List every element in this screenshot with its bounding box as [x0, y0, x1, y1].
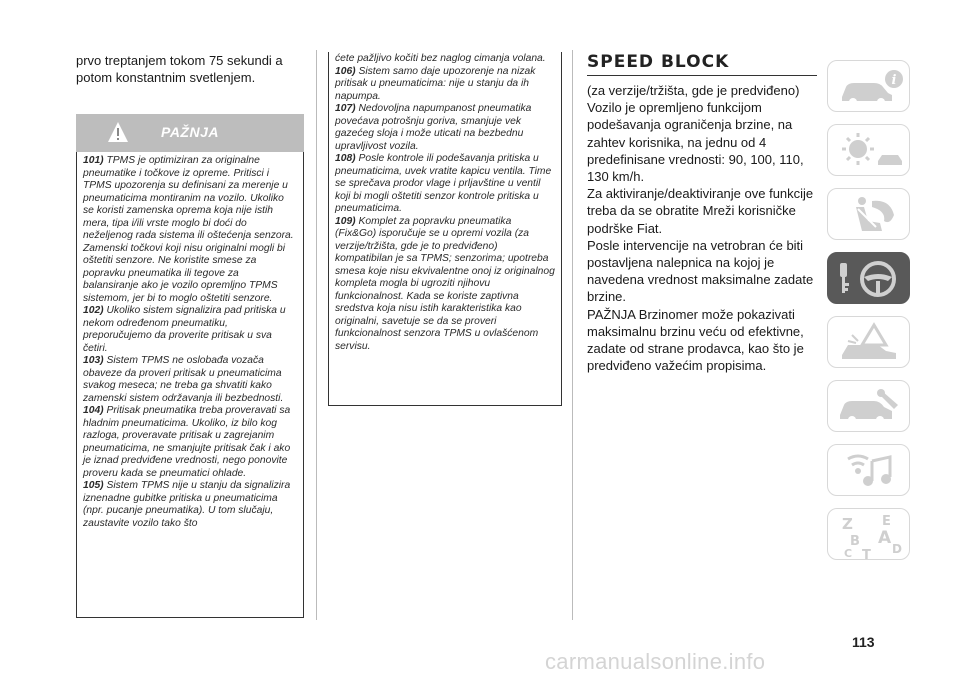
- warning-header: [76, 114, 304, 152]
- warning-title: PAŽNJA: [161, 124, 219, 140]
- index-letter: T: [862, 548, 871, 561]
- tab-index[interactable]: [827, 508, 910, 560]
- warning-box-left: [76, 152, 304, 618]
- warning-item: 101) TPMS je optimiziran za originalne pneumatike i točkove iz opreme. Pritisci i TPMS upozorenja su definisani za merenje u pneumaticima montiranim na vozilo. Ukoliko se koristi zamenska oprema koja nije istih mera, tipa i/ili vrste moglo bi doći do neželjenog rada sistema ili oštećenja senzora. Zamenski točkovi koji nisu originalni mogli bi oštetiti senzore. Ne koristite smese za popravku pneumatika ili tegove za balansiranje ako je vozilo opremljno TPMS sistemom, jer bi to moglo oštetiti senzore.: [83, 155, 294, 304]
- column-divider: [572, 50, 573, 620]
- seat-safety-icon: [828, 189, 911, 241]
- warning-breakdown-icon: [828, 317, 911, 369]
- chapter-tabs: [827, 60, 912, 572]
- index-letter: A: [878, 528, 892, 548]
- section-paragraph: Za aktiviranje/deaktiviranje ove funkcije treba da se obratite Mreži korisničke podrške Fiat.: [587, 186, 814, 236]
- tab-in-emergency[interactable]: [827, 316, 910, 368]
- dashboard-lights-icon: [828, 125, 911, 177]
- steering-wheel-key-icon: [828, 253, 911, 305]
- warning-item: 104) Pritisak pneumatika treba proveravati sa hladnim pneumaticima. Ukoliko, iz bilo kog razloga, proveravate pritisak u zagrejanim pneumaticima, ne smanjujte pritisak čak i ako je iznad predviđene vrednosti, nego ponovite proveru kada se pneumatici ohlade.: [83, 405, 291, 479]
- car-maintenance-icon: [828, 381, 911, 433]
- warning-item: 106) Sistem samo daje upozorenje na nizak pritisak u pneumaticima: nije u stanju da ih napumpa.: [335, 65, 536, 102]
- warning-item: 105) Sistem TPMS nije u stanju da signalizira iznenadne gubitke pritiska u pneumaticima (npr. pucanje pneumatika). U tom slučaju, zaustavite vozilo tako što: [83, 480, 291, 529]
- index-icon: [828, 509, 911, 561]
- section-paragraph: Vozilo je opremljeno funkcijom podešavanja ograničenja brzine, na zahtev korisnika, na jednu od 4 predefinisane vrednosti: 90, 100, 110, 130 km/h.: [587, 100, 804, 185]
- warning-item: 108) Posle kontrole ili podešavanja pritiska u pneumaticima, uvek vratite kapicu ventila. Time se sprečava prodor vlage i prljavštine u ventil koji bi mogli oštetiti senzor kontrole pritiska u pneumaticima.: [335, 153, 552, 214]
- index-letter: Z: [842, 515, 853, 533]
- watermark: carmanualsonline.info: [545, 649, 766, 674]
- svg-text:i: i: [891, 73, 897, 88]
- warning-item: 109) Komplet za popravku pneumatika (Fix&Go) isporučuje se u opremi vozila (za verzije/tržišta, gde je to predviđeno) kompatibilan je sa TPMS; senzorima; upotreba smesa koje nisu ekvivalentne onoj iz originalnog kompleta mogla bi ugroziti njihovu funkcionalnost. Kada se koriste zaptivna sredstva koja nisu istih karakteristika kao originalni, savetuje se da se proveri funkcionalnost senzora TPMS u ovlašćenom servisu.: [335, 215, 555, 352]
- section-paragraph: PAŽNJA Brzinomer može pokazivati maksimalnu brzinu veću od efektivne, zadate od strane prodavca, kao što je predviđeno važećim propisima.: [587, 306, 804, 374]
- section-paragraph: (za verzije/tržišta, gde je predviđeno): [587, 83, 800, 98]
- multimedia-icon: [828, 445, 911, 497]
- index-letter: C: [844, 547, 853, 560]
- section-paragraph: Posle intervencije na vetrobran će biti postavljena nalepnica na kojoj je navedena vrednost maksimalne zadate brzine.: [587, 237, 814, 305]
- warning-item: 103) Sistem TPMS ne oslobađa vozača obaveze da proveri pritisak u pneumaticima svakog meseca; ne treba ga shvatiti kako zamenski sistem održavanja ili bezbednosti.: [83, 355, 284, 404]
- warning-continuation: ćete pažljivo kočiti bez naglog cimanja volana.: [335, 53, 546, 64]
- tab-seat-safety[interactable]: [827, 188, 910, 240]
- section-title: SPEED BLOCK: [587, 52, 730, 72]
- tab-dashboard-lights[interactable]: [827, 124, 910, 176]
- tab-car-info[interactable]: [827, 60, 910, 112]
- tab-maintenance[interactable]: [827, 380, 910, 432]
- page-number: 113: [852, 634, 875, 650]
- index-letter: E: [882, 514, 891, 529]
- warning-box-right: [328, 52, 562, 406]
- tab-multimedia[interactable]: [827, 444, 910, 496]
- warning-item: 107) Nedovoljna napumpanost pneumatika povećava potrošnju goriva, smanjuje vek gazećeg sloja i može uticati na bezbednu upravljivost vozila.: [335, 103, 532, 152]
- section-rule: [587, 75, 817, 76]
- column-divider: [316, 50, 317, 620]
- car-info-icon: [828, 61, 911, 113]
- tab-starting-driving[interactable]: [827, 252, 910, 304]
- warning-item: 102) Ukoliko sistem signalizira pad pritiska u nekom određenom pneumatiku, preporučujemo da proverite pritisak u sva četiri.: [83, 305, 286, 354]
- index-letter: B: [850, 534, 860, 549]
- intro-paragraph: prvo treptanjem tokom 75 sekundi a potom konstantnim svetlenjem.: [76, 53, 283, 85]
- index-letter: D: [892, 542, 902, 556]
- section-body: [587, 82, 817, 374]
